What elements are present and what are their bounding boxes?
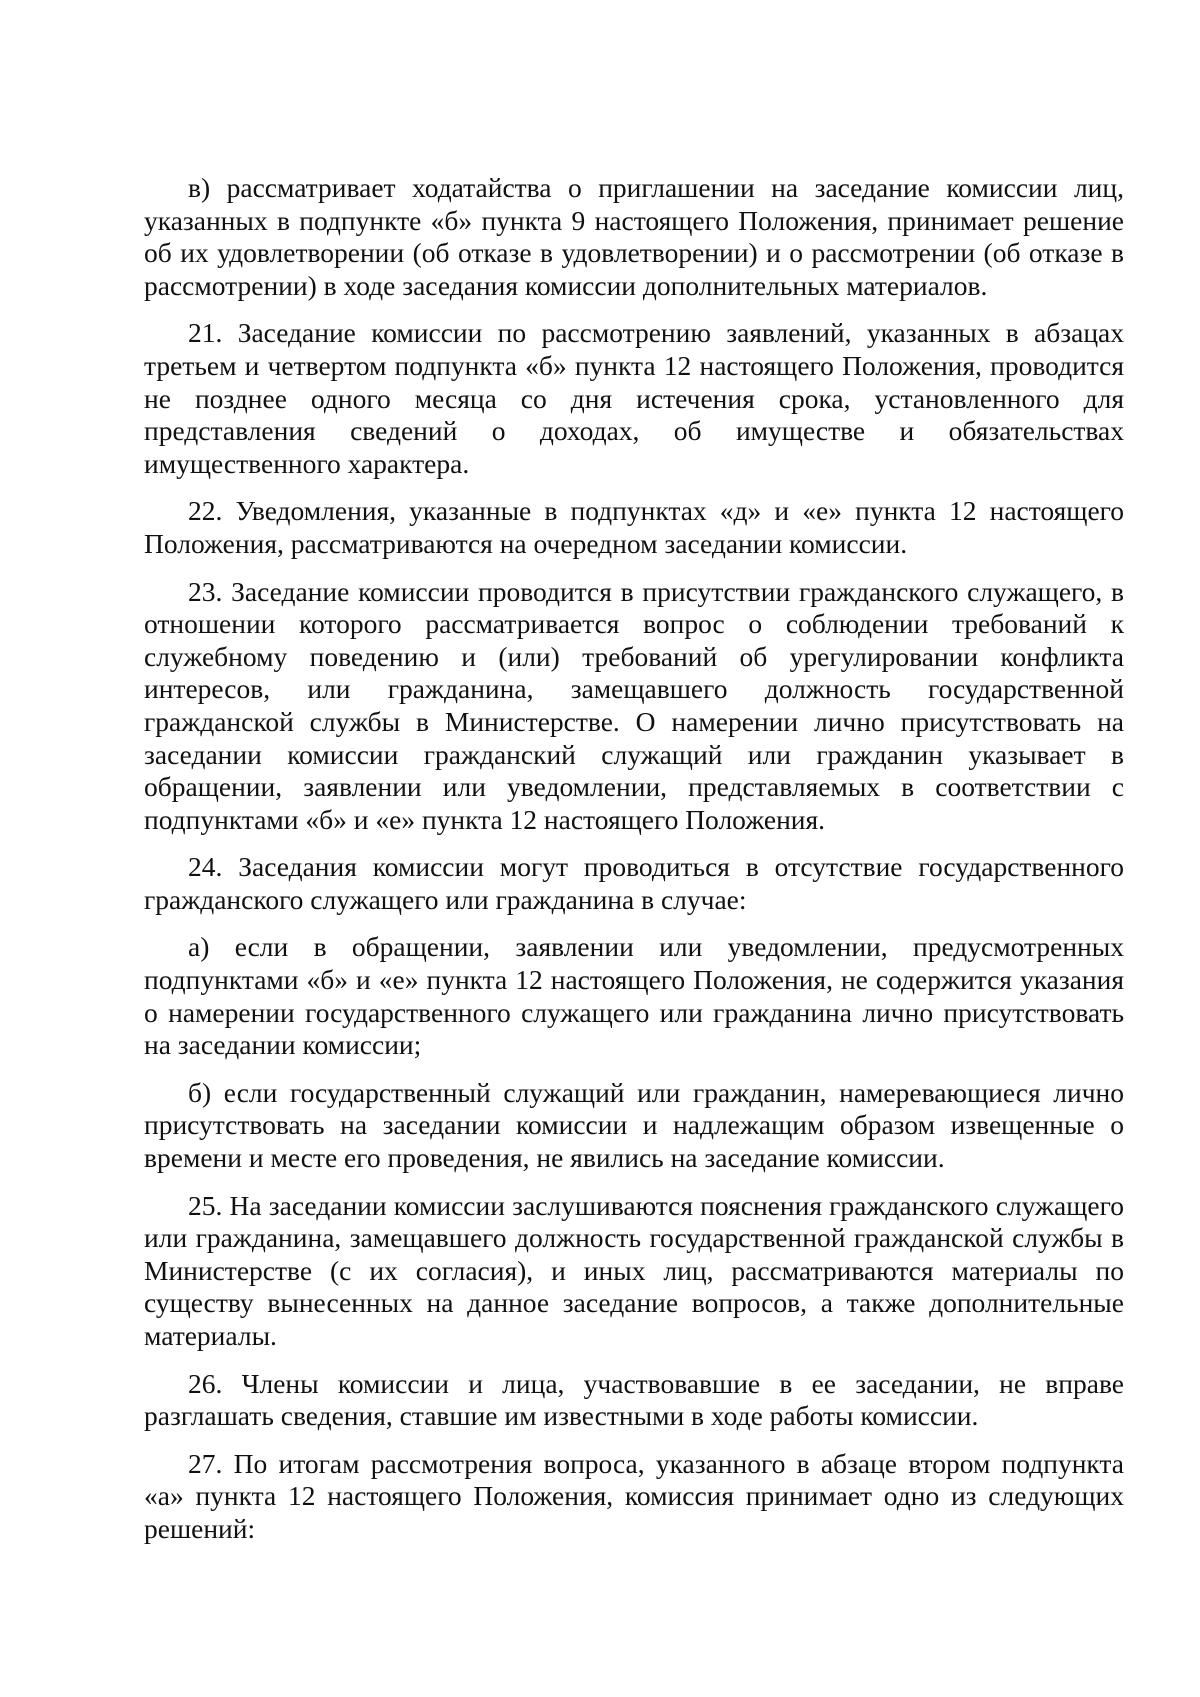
paragraph-21: 21. Заседание комиссии по рассмотрению заявлений, указанных в абзацах третьем и четвертом подпункта «б» пункта 12 настоящего Положения, проводится не позднее одного месяца со дня истечения срока, установленного для представления сведений о доходах, об имуществе и обязательствах имущественного характера. — [144, 317, 1124, 479]
paragraph-24-item-b: б) если государственный служащий или гражданин, намеревающиеся лично присутствовать на заседании комиссии и надлежащим образом извещенные о времени и месте его проведения, не явились на заседание комиссии. — [144, 1076, 1124, 1174]
document-page — [144, 172, 1124, 1561]
paragraph-24-item-a: а) если в обращении, заявлении или уведомлении, предусмотренных подпунктами «б» и «е» пункта 12 настоящего Положения, не содержится указания о намерении государственного служащего или гражданина лично присутствовать на заседании комиссии; — [144, 931, 1124, 1061]
paragraph-22: 22. Уведомления, указанные в подпунктах «д» и «е» пункта 12 настоящего Положения, рассматриваются на очередном заседании комиссии. — [144, 495, 1124, 559]
paragraph-27: 27. По итогам рассмотрения вопроса, указанного в абзаце втором подпункта «а» пункта 12 настоящего Положения, комиссия принимает одно из следующих решений: — [144, 1447, 1124, 1544]
paragraph-item-v: в) рассматривает ходатайства о приглашении на заседание комиссии лиц, указанных в подпункте «б» пункта 9 настоящего Положения, принимает решение об их удовлетворении (об отказе в удовлетворении) и о рассмотрении (об отказе в рассмотрении) в ходе заседания комиссии дополнительных материалов. — [144, 172, 1124, 301]
paragraph-24: 24. Заседания комиссии могут проводиться в отсутствие государственного гражданского служащего или гражданина в случае: — [144, 851, 1124, 915]
paragraph-25: 25. На заседании комиссии заслушиваются пояснения гражданского служащего или гражданина, замещавшего должность государственной гражданской службы в Министерстве (с их согласия), и иных лиц, рассматриваются материалы по существу вынесенных на данное заседание вопросов, а также дополнительные материалы. — [144, 1189, 1124, 1351]
paragraph-23: 23. Заседание комиссии проводится в присутствии гражданского служащего, в отношении которого рассматривается вопрос о соблюдении требований к служебному поведению и (или) требований об урегулировании конфликта интересов, или гражданина, замещавшего должность государственной гражданской службы в Министерстве. О намерении лично присутствовать на заседании комиссии гражданский служащий или гражданин указывает в обращении, заявлении или уведомлении, представляемых в соответствии с подпунктами «б» и «е» пункта 12 настоящего Положения. — [144, 575, 1124, 835]
paragraph-26: 26. Члены комиссии и лица, участвовавшие в ее заседании, не вправе разглашать сведения, ставшие им известными в ходе работы комиссии. — [144, 1367, 1124, 1432]
